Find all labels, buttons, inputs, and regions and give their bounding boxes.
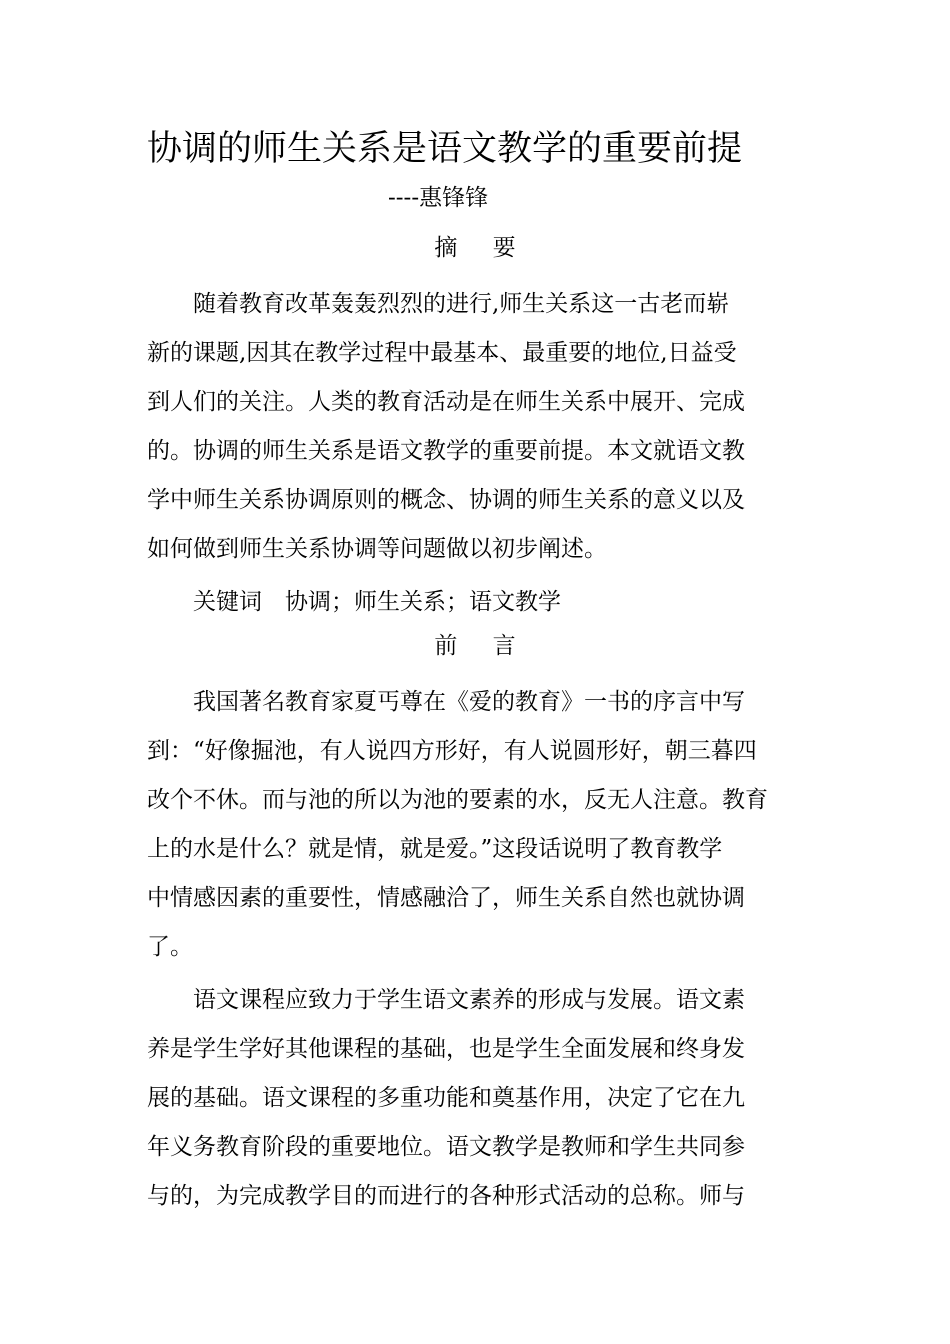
- text-line: 随着教育改革轰轰烈烈的进行,师生关系这一古老而崭: [147, 291, 730, 317]
- document-title: 协调的师生关系是语文教学的重要前提: [147, 129, 743, 169]
- abstract-heading: 摘 要: [434, 235, 530, 261]
- text-line: 改个不休。而与池的所以为池的要素的水，反无人注意。教育: [147, 787, 768, 813]
- text-line: 新的课题,因其在教学过程中最基本、最重要的地位,日益受: [147, 340, 737, 366]
- abstract-paragraph: [147, 280, 807, 574]
- preface-heading: 前 言: [434, 633, 530, 659]
- text-line: 年义务教育阶段的重要地位。语文教学是教师和学生共同参: [147, 1134, 745, 1160]
- text-line: 上的水是什么？就是情，就是爱。”这段话说明了教育教学: [147, 836, 723, 862]
- text-line: 如何做到师生关系协调等问题做以初步阐述。: [147, 536, 607, 562]
- preface-paragraph-1: [147, 678, 807, 972]
- text-line: 我国著名教育家夏丐尊在《爱的教育》一书的序言中写: [147, 689, 745, 715]
- preface-paragraph-2: [147, 976, 807, 1221]
- text-line: 学中师生关系协调原则的概念、协调的师生关系的意义以及: [147, 487, 745, 513]
- text-line: 与的，为完成教学目的而进行的各种形式活动的总称。师与: [147, 1183, 745, 1209]
- text-line: 了。: [147, 934, 193, 960]
- text-line: 展的基础。语文课程的多重功能和奠基作用，决定了它在九: [147, 1085, 745, 1111]
- text-line: 到人们的关注。人类的教育活动是在师生关系中展开、完成: [147, 389, 745, 415]
- text-line: 的。协调的师生关系是语文教学的重要前提。本文就语文教: [147, 438, 745, 464]
- keywords-line: 关键词 协调；师生关系；语文教学: [147, 589, 561, 615]
- text-line: 养是学生学好其他课程的基础，也是学生全面发展和终身发: [147, 1036, 745, 1062]
- text-line: 语文课程应致力于学生语文素养的形成与发展。语文素: [147, 987, 745, 1013]
- text-line: 到：“好像掘池，有人说四方形好，有人说圆形好，朝三暮四: [147, 738, 757, 764]
- text-line: 中情感因素的重要性，情感融洽了，师生关系自然也就协调: [147, 885, 745, 911]
- document-author: ----惠锋锋: [388, 185, 489, 211]
